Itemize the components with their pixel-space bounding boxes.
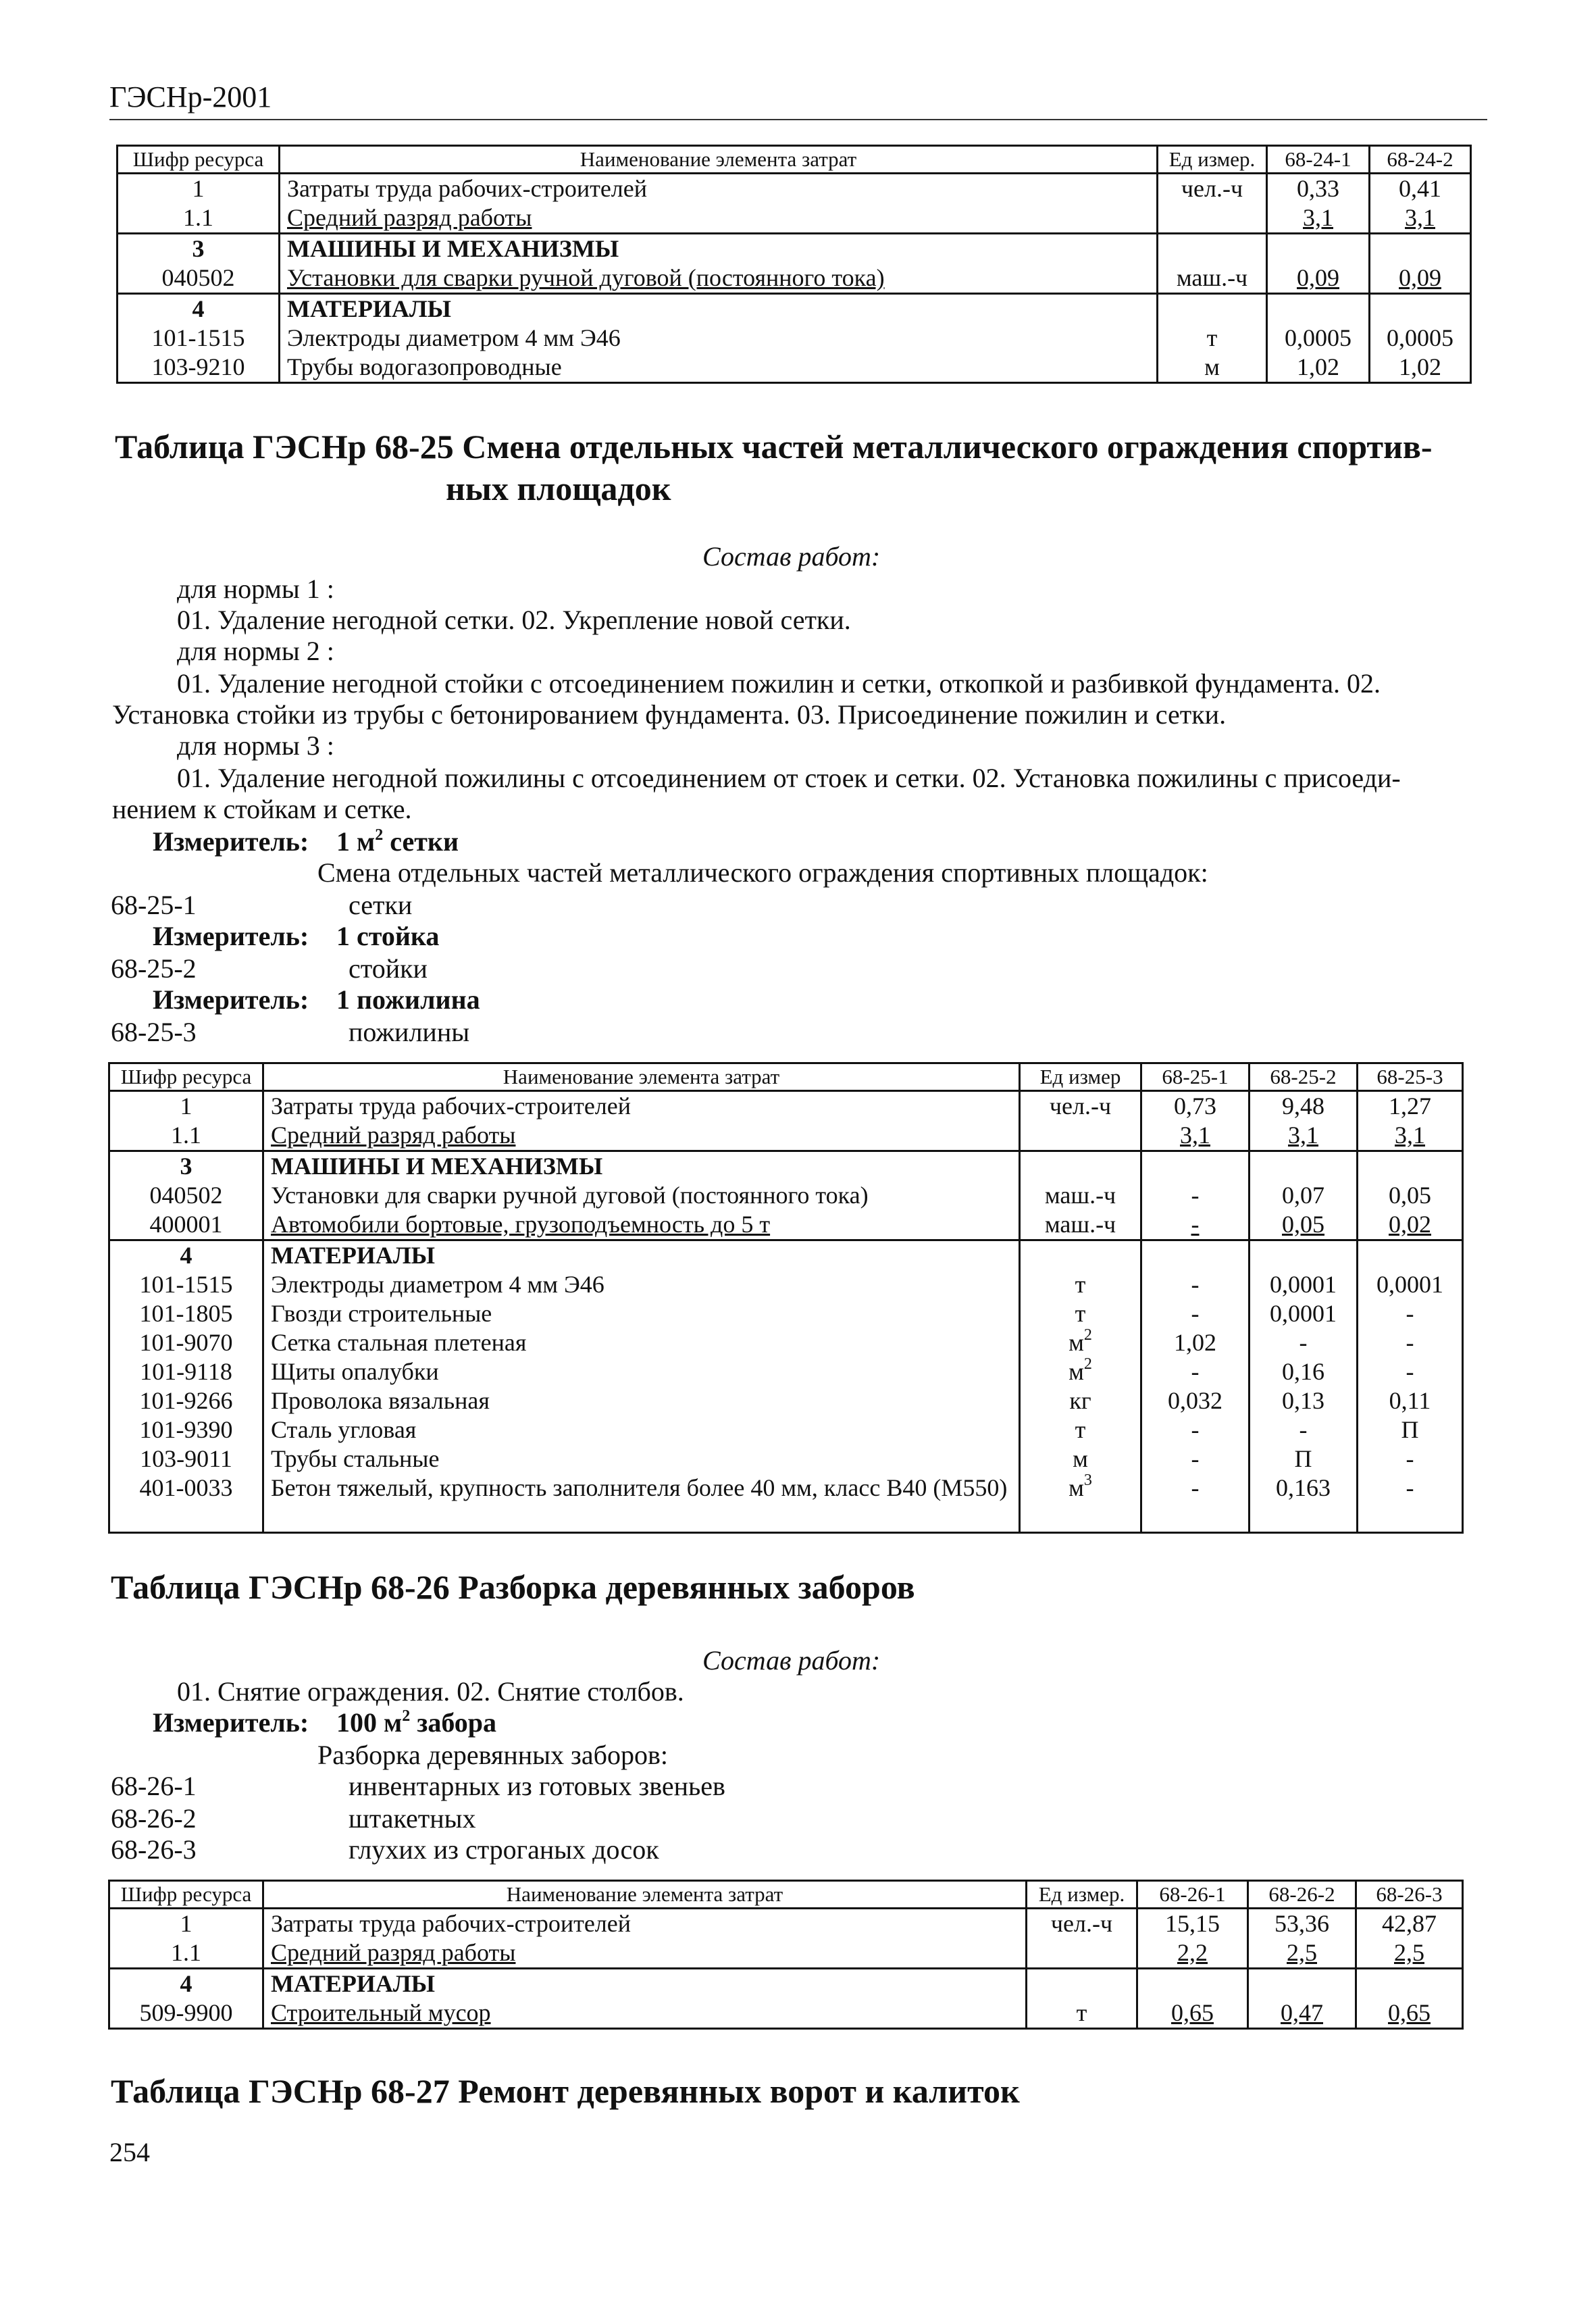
cell-value: 0,0001 — [1250, 1270, 1358, 1299]
table-row — [109, 1240, 1463, 1271]
column-header: Наименование элемента затрат — [263, 1063, 1020, 1091]
cell-code: 101-9070 — [109, 1328, 263, 1357]
cell-name: МАТЕРИАЛЫ — [263, 1240, 1020, 1271]
cell-unit — [1020, 1240, 1141, 1271]
table-row — [118, 263, 1471, 294]
cell-unit — [1158, 294, 1267, 324]
cell-value: - — [1141, 1357, 1250, 1386]
cell-value: 0,13 — [1250, 1386, 1358, 1415]
item-name: инвентарных из готовых звеньев — [349, 1771, 725, 1801]
column-header: Наименование элемента затрат — [280, 146, 1158, 174]
header-rule — [109, 119, 1487, 120]
cell-value: 0,0001 — [1358, 1270, 1463, 1299]
cell-value: 0,05 — [1358, 1181, 1463, 1210]
cell-unit: т — [1158, 324, 1267, 353]
cell-value: - — [1141, 1210, 1250, 1240]
column-header: 68-25-3 — [1358, 1063, 1463, 1091]
cell-name: Щиты опалубки — [263, 1357, 1020, 1386]
norm2-text-cont: Установка стойки из трубы с бетонированием фундамента. 03. Присоединение пожилин и сетки. — [112, 699, 1227, 730]
table-title-68-26: Таблица ГЭСНр 68-26 Разборка деревянных заборов — [111, 1568, 915, 1606]
cell-value: 0,11 — [1358, 1386, 1463, 1415]
norm3-text-cont: нением к стойкам и сетке. — [112, 794, 412, 824]
cell-code: 509-9900 — [109, 1998, 263, 2029]
cell-value: - — [1358, 1474, 1463, 1533]
measure-sup: 2 — [402, 1707, 411, 1725]
cell-code: 101-9266 — [109, 1386, 263, 1415]
cell-code: 103-9210 — [118, 353, 280, 383]
cell-code: 1.1 — [109, 1121, 263, 1151]
cell-value — [1137, 1969, 1248, 1999]
composition-text: 01. Снятие ограждения. 02. Снятие столбов. — [177, 1676, 684, 1707]
measure-text: сетки — [383, 826, 459, 857]
subtitle: Разборка деревянных заборов: — [317, 1740, 668, 1770]
cell-code: 400001 — [109, 1210, 263, 1240]
table-row — [118, 324, 1471, 353]
item-code: 68-26-1 — [111, 1771, 197, 1801]
cell-unit: т — [1020, 1299, 1141, 1328]
cell-code: 101-1515 — [118, 324, 280, 353]
table-row — [109, 1357, 1463, 1386]
table-row — [109, 1938, 1463, 1969]
cell-value — [1370, 234, 1471, 264]
cell-unit — [1027, 1938, 1137, 1969]
cell-code: 3 — [109, 1151, 263, 1182]
column-header: 68-26-3 — [1356, 1881, 1463, 1909]
cell-value: - — [1250, 1415, 1358, 1444]
cell-code: 4 — [109, 1969, 263, 1999]
resource-table-68-25 — [108, 1062, 1464, 1534]
cell-name: Сетка стальная плетеная — [263, 1328, 1020, 1357]
cell-name: Трубы водогазопроводные — [280, 353, 1158, 383]
title-line: ных площадок — [446, 470, 671, 507]
table-row — [109, 1328, 1463, 1357]
table-title-68-25-cont — [446, 466, 671, 511]
cell-name: Средний разряд работы — [280, 203, 1158, 234]
cell-value: 2,5 — [1356, 1938, 1463, 1969]
item-code: 68-25-1 — [111, 890, 197, 920]
cell-unit: м — [1158, 353, 1267, 383]
table-row — [109, 1386, 1463, 1415]
table-row — [109, 1415, 1463, 1444]
cell-unit: кг — [1020, 1386, 1141, 1415]
composition-label: Состав работ: — [702, 1645, 881, 1676]
cell-code: 1.1 — [118, 203, 280, 234]
cell-name: Электроды диаметром 4 мм Э46 — [263, 1270, 1020, 1299]
cell-unit: $м^3$ — [1020, 1474, 1141, 1533]
cell-name: Средний разряд работы — [263, 1121, 1020, 1151]
table-row — [118, 234, 1471, 264]
cell-value: 3,1 — [1267, 203, 1370, 234]
cell-unit: т — [1020, 1270, 1141, 1299]
cell-unit: маш.-ч — [1020, 1210, 1141, 1240]
measure-label: Измеритель: — [153, 921, 309, 951]
cell-code: 103-9011 — [109, 1444, 263, 1474]
cell-unit: чел.-ч — [1158, 174, 1267, 204]
cell-code: 1 — [118, 174, 280, 204]
measure-text: 100 м — [336, 1707, 403, 1738]
column-header: Ед измер. — [1158, 146, 1267, 174]
cell-unit: чел.-ч — [1020, 1091, 1141, 1122]
cell-value: - — [1141, 1474, 1250, 1533]
cell-value: 0,02 — [1358, 1210, 1463, 1240]
cell-value: - — [1358, 1444, 1463, 1474]
cell-unit: маш.-ч — [1158, 263, 1267, 294]
page-number: 254 — [109, 2137, 150, 2167]
cell-value: 0,09 — [1370, 263, 1471, 294]
norm2-label: для нормы 2 : — [177, 636, 334, 666]
table-row — [118, 203, 1471, 234]
column-header: Ед измер. — [1027, 1881, 1137, 1909]
item-name: штакетных — [349, 1803, 476, 1834]
cell-value: 42,87 — [1356, 1909, 1463, 1939]
cell-unit: $м^2$ — [1020, 1357, 1141, 1386]
column-header: 68-24-2 — [1370, 146, 1471, 174]
cell-name: МАШИНЫ И МЕХАНИЗМЫ — [280, 234, 1158, 264]
cell-value: 0,33 — [1267, 174, 1370, 204]
cell-value: 0,65 — [1356, 1998, 1463, 2029]
cell-code: 3 — [118, 234, 280, 264]
cell-value: 0,73 — [1141, 1091, 1250, 1122]
cell-value: 2,5 — [1248, 1938, 1356, 1969]
unit-superscript: 2 — [1083, 1355, 1092, 1373]
cell-value: - — [1141, 1270, 1250, 1299]
measure-sup: 2 — [375, 826, 384, 844]
cell-unit: чел.-ч — [1027, 1909, 1137, 1939]
unit-superscript: 2 — [1083, 1326, 1092, 1344]
cell-value: 1,02 — [1267, 353, 1370, 383]
cell-name: Затраты труда рабочих-строителей — [280, 174, 1158, 204]
cell-value: 2,2 — [1137, 1938, 1248, 1969]
norm3-label: для нормы 3 : — [177, 730, 334, 761]
cell-value — [1358, 1151, 1463, 1182]
cell-value: 0,032 — [1141, 1386, 1250, 1415]
cell-name: Установки для сварки ручной дуговой (постоянного тока) — [263, 1181, 1020, 1210]
cell-value — [1141, 1240, 1250, 1271]
composition-label: Состав работ: — [702, 541, 881, 572]
cell-name: МАТЕРИАЛЫ — [280, 294, 1158, 324]
table-row — [109, 1909, 1463, 1939]
norm1-label: для нормы 1 : — [177, 574, 334, 604]
cell-value: П — [1250, 1444, 1358, 1474]
cell-value: - — [1358, 1299, 1463, 1328]
cell-code: 101-1805 — [109, 1299, 263, 1328]
cell-value: - — [1141, 1415, 1250, 1444]
cell-name: МАШИНЫ И МЕХАНИЗМЫ — [263, 1151, 1020, 1182]
cell-value: - — [1141, 1181, 1250, 1210]
cell-unit — [1158, 203, 1267, 234]
cell-value: - — [1358, 1328, 1463, 1357]
measure-value — [336, 1707, 496, 1739]
cell-name: Затраты труда рабочих-строителей — [263, 1909, 1027, 1939]
measure-value — [336, 826, 459, 858]
table-row — [109, 1121, 1463, 1151]
cell-code: 101-1515 — [109, 1270, 263, 1299]
column-header: Шифр ресурса — [118, 146, 280, 174]
cell-value: - — [1358, 1357, 1463, 1386]
table-row — [109, 1091, 1463, 1122]
cell-value: 1,02 — [1141, 1328, 1250, 1357]
table-row — [109, 1210, 1463, 1240]
norm1-text: 01. Удаление негодной сетки. 02. Укрепление новой сетки. — [177, 605, 851, 635]
table-title-68-27: Таблица ГЭСНр 68-27 Ремонт деревянных ворот и калиток — [111, 2072, 1020, 2110]
table-row — [109, 1181, 1463, 1210]
cell-value — [1267, 294, 1370, 324]
column-header: Шифр ресурса — [109, 1881, 263, 1909]
table-title-68-25 — [115, 424, 1433, 469]
cell-name: Сталь угловая — [263, 1415, 1020, 1444]
column-header: Наименование элемента затрат — [263, 1881, 1027, 1909]
cell-code: 1 — [109, 1091, 263, 1122]
table-header-row — [118, 146, 1471, 174]
cell-value: 1,02 — [1370, 353, 1471, 383]
cell-unit — [1158, 234, 1267, 264]
cell-value: 0,163 — [1250, 1474, 1358, 1533]
table-row — [109, 1474, 1463, 1533]
item-code: 68-25-2 — [111, 953, 197, 984]
cell-name: Средний разряд работы — [263, 1938, 1027, 1969]
cell-value: 3,1 — [1250, 1121, 1358, 1151]
cell-value — [1248, 1969, 1356, 1999]
cell-value: 3,1 — [1358, 1121, 1463, 1151]
cell-name: Электроды диаметром 4 мм Э46 — [280, 324, 1158, 353]
cell-unit: т — [1027, 1998, 1137, 2029]
cell-name: Строительный мусор — [263, 1998, 1027, 2029]
cell-code: 401-0033 — [109, 1474, 263, 1533]
cell-value: - — [1141, 1444, 1250, 1474]
cell-unit — [1027, 1969, 1137, 1999]
cell-name: Гвозди строительные — [263, 1299, 1020, 1328]
cell-value: 0,47 — [1248, 1998, 1356, 2029]
subtitle: Смена отдельных частей металлического ограждения спортивных площадок: — [317, 857, 1208, 888]
cell-value — [1267, 234, 1370, 264]
cell-value: 0,07 — [1250, 1181, 1358, 1210]
cell-name: Затраты труда рабочих-строителей — [263, 1091, 1020, 1122]
cell-value: 9,48 — [1250, 1091, 1358, 1122]
table-row — [109, 1151, 1463, 1182]
cell-value: - — [1141, 1299, 1250, 1328]
item-code: 68-25-3 — [111, 1017, 197, 1047]
measure-label: Измеритель: — [153, 826, 309, 857]
cell-code: 1 — [109, 1909, 263, 1939]
cell-value: П — [1358, 1415, 1463, 1444]
norm3-text: 01. Удаление негодной пожилины с отсоединением от стоек и сетки. 02. Установка пожилины с присоеди- — [177, 763, 1401, 793]
measure-value: 1 пожилина — [336, 984, 480, 1015]
cell-code: 101-9118 — [109, 1357, 263, 1386]
column-header: 68-24-1 — [1267, 146, 1370, 174]
cell-unit: м — [1020, 1444, 1141, 1474]
cell-unit: маш.-ч — [1020, 1181, 1141, 1210]
column-header: 68-26-1 — [1137, 1881, 1248, 1909]
cell-value: 15,15 — [1137, 1909, 1248, 1939]
cell-value: - — [1250, 1328, 1358, 1357]
cell-value — [1250, 1151, 1358, 1182]
cell-code: 1.1 — [109, 1938, 263, 1969]
cell-name: МАТЕРИАЛЫ — [263, 1969, 1027, 1999]
table-row — [118, 294, 1471, 324]
cell-code: 040502 — [109, 1181, 263, 1210]
cell-unit: т — [1020, 1415, 1141, 1444]
cell-code: 4 — [118, 294, 280, 324]
table-row — [109, 1270, 1463, 1299]
cell-value: 0,41 — [1370, 174, 1471, 204]
cell-code: 101-9390 — [109, 1415, 263, 1444]
table-header-row — [109, 1881, 1463, 1909]
resource-table-68-24 — [116, 145, 1472, 384]
cell-name: Автомобили бортовые, грузоподъемность до 5 т — [263, 1210, 1020, 1240]
measure-label: Измеритель: — [153, 984, 309, 1015]
title-line: Таблица ГЭСНр 68-25 Смена отдельных частей металлического ограждения спортив- — [115, 428, 1433, 466]
cell-name: Бетон тяжелый, крупность заполнителя более 40 мм, класс В40 (М550) — [263, 1474, 1020, 1533]
table-header-row — [109, 1063, 1463, 1091]
cell-value — [1250, 1240, 1358, 1271]
cell-value — [1141, 1151, 1250, 1182]
page-header: ГЭСНр-2001 — [109, 80, 272, 114]
cell-value: 53,36 — [1248, 1909, 1356, 1939]
cell-value: 0,16 — [1250, 1357, 1358, 1386]
cell-value — [1358, 1240, 1463, 1271]
item-name: сетки — [349, 890, 413, 920]
measure-label: Измеритель: — [153, 1707, 309, 1738]
table-row — [109, 1969, 1463, 1999]
measure-text: забора — [410, 1707, 497, 1738]
cell-value: 0,0005 — [1267, 324, 1370, 353]
unit-superscript: 3 — [1083, 1472, 1092, 1489]
item-name: глухих из строганых досок — [349, 1834, 659, 1865]
cell-value: 3,1 — [1370, 203, 1471, 234]
cell-value: 1,27 — [1358, 1091, 1463, 1122]
cell-value: 0,05 — [1250, 1210, 1358, 1240]
item-name: пожилины — [349, 1017, 470, 1047]
norm2-text: 01. Удаление негодной стойки с отсоединением пожилин и сетки, откопкой и разбивкой фундамента. 02. — [177, 668, 1381, 699]
cell-code: 4 — [109, 1240, 263, 1271]
item-code: 68-26-2 — [111, 1803, 197, 1834]
item-name: стойки — [349, 953, 428, 984]
column-header: Шифр ресурса — [109, 1063, 263, 1091]
table-row — [109, 1444, 1463, 1474]
column-header: Ед измер — [1020, 1063, 1141, 1091]
cell-value: 3,1 — [1141, 1121, 1250, 1151]
cell-value — [1370, 294, 1471, 324]
cell-value: 0,65 — [1137, 1998, 1248, 2029]
cell-code: 040502 — [118, 263, 280, 294]
column-header: 68-25-2 — [1250, 1063, 1358, 1091]
cell-value: 0,0005 — [1370, 324, 1471, 353]
cell-value — [1356, 1969, 1463, 1999]
cell-name: Установки для сварки ручной дуговой (постоянного тока) — [280, 263, 1158, 294]
cell-name: Проволока вязальная — [263, 1386, 1020, 1415]
table-row — [109, 1998, 1463, 2029]
table-row — [109, 1299, 1463, 1328]
column-header: 68-26-2 — [1248, 1881, 1356, 1909]
cell-unit: $м^2$ — [1020, 1328, 1141, 1357]
cell-name: Трубы стальные — [263, 1444, 1020, 1474]
cell-unit — [1020, 1151, 1141, 1182]
item-code: 68-26-3 — [111, 1834, 197, 1865]
column-header: 68-25-1 — [1141, 1063, 1250, 1091]
resource-table-68-26 — [108, 1880, 1464, 2030]
table-row — [118, 353, 1471, 383]
measure-text: 1 м — [336, 826, 376, 857]
cell-value: 0,09 — [1267, 263, 1370, 294]
cell-unit — [1020, 1121, 1141, 1151]
table-row — [118, 174, 1471, 204]
measure-value: 1 стойка — [336, 921, 440, 951]
cell-value: 0,0001 — [1250, 1299, 1358, 1328]
